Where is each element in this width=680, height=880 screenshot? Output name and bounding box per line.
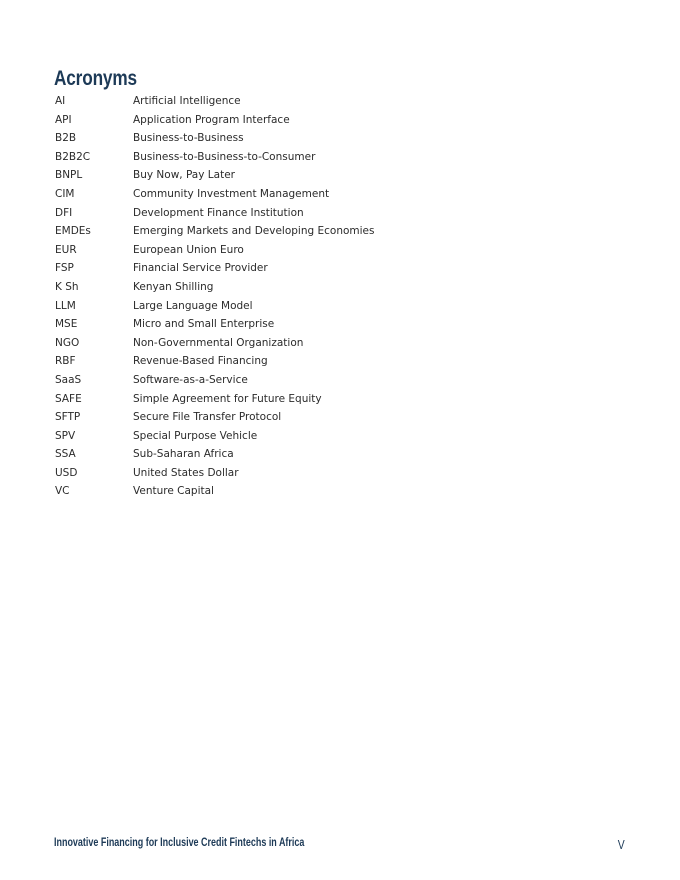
acronym-definition: Revenue-Based Financing	[133, 355, 268, 368]
acronym-abbreviation: API	[55, 113, 72, 126]
acronym-list	[55, 92, 475, 501]
acronym-abbreviation: SaaS	[55, 373, 82, 386]
acronym-abbreviation: BNPL	[55, 169, 83, 182]
acronym-abbreviation: SSA	[55, 448, 76, 461]
table-row	[55, 111, 475, 130]
acronym-definition: Application Program Interface	[133, 113, 290, 126]
table-row	[55, 482, 475, 501]
table-row	[55, 445, 475, 464]
table-row	[55, 352, 475, 371]
acronym-definition: Financial Service Provider	[133, 262, 268, 275]
page-title: Acronyms	[54, 67, 137, 90]
table-row	[55, 315, 475, 334]
acronym-definition: Buy Now, Pay Later	[133, 169, 235, 182]
acronym-definition: Business-to-Business	[133, 132, 244, 145]
acronym-abbreviation: B2B2C	[55, 150, 91, 163]
acronym-abbreviation: EUR	[55, 243, 77, 256]
table-row	[55, 334, 475, 353]
acronym-table	[55, 92, 475, 501]
table-row	[55, 204, 475, 223]
acronym-definition: United States Dollar	[133, 466, 239, 479]
acronym-abbreviation: CIM	[55, 187, 75, 200]
acronym-abbreviation: MSE	[55, 318, 78, 331]
page-number: V	[618, 837, 625, 852]
table-row	[55, 259, 475, 278]
table-row	[55, 371, 475, 390]
table-row	[55, 92, 475, 111]
table-row	[55, 278, 475, 297]
acronym-definition: Community Investment Management	[133, 187, 330, 200]
table-row	[55, 166, 475, 185]
acronym-definition: Development Finance Institution	[133, 206, 304, 219]
table-row	[55, 185, 475, 204]
acronym-abbreviation: SPV	[55, 429, 76, 442]
acronym-abbreviation: RBF	[55, 355, 76, 368]
acronym-abbreviation: USD	[55, 466, 78, 479]
acronym-definition: Micro and Small Enterprise	[133, 318, 275, 331]
acronym-abbreviation: EMDEs	[55, 225, 91, 238]
acronym-definition: Special Purpose Vehicle	[133, 429, 258, 442]
acronym-abbreviation: DFI	[55, 206, 73, 219]
acronym-abbreviation: B2B	[55, 132, 77, 145]
acronym-abbreviation: FSP	[55, 262, 74, 275]
table-row	[55, 129, 475, 148]
acronym-abbreviation: LLM	[55, 299, 76, 312]
acronym-definition: Secure File Transfer Protocol	[133, 411, 282, 424]
footer-document-title: Innovative Financing for Inclusive Credit Fintechs in Africa	[54, 837, 305, 849]
table-row	[55, 408, 475, 427]
table-row	[55, 241, 475, 260]
acronym-definition: Simple Agreement for Future Equity	[133, 392, 322, 405]
acronym-definition: Emerging Markets and Developing Economies	[133, 225, 375, 238]
acronym-definition: Sub-Saharan Africa	[133, 448, 234, 461]
acronym-abbreviation: AI	[55, 95, 66, 107]
acronym-definition: Large Language Model	[133, 299, 253, 312]
table-row	[55, 222, 475, 241]
acronym-abbreviation: VC	[55, 485, 70, 498]
acronym-definition: European Union Euro	[133, 243, 244, 256]
acronym-abbreviation: NGO	[55, 336, 80, 349]
table-row	[55, 390, 475, 409]
table-row	[55, 148, 475, 167]
acronym-definition: Kenyan Shilling	[133, 280, 214, 293]
table-row	[55, 464, 475, 483]
acronym-definition: Business-to-Business-to-Consumer	[133, 150, 316, 163]
acronym-definition: Venture Capital	[133, 485, 214, 498]
acronym-abbreviation: K Sh	[55, 280, 79, 293]
acronym-definition: Non-Governmental Organization	[133, 336, 304, 349]
acronym-definition: Artificial Intelligence	[133, 95, 241, 107]
table-row	[55, 427, 475, 446]
acronym-abbreviation: SAFE	[55, 392, 82, 405]
acronym-abbreviation: SFTP	[55, 411, 81, 424]
acronym-definition: Software-as-a-Service	[133, 373, 248, 386]
table-row	[55, 297, 475, 316]
